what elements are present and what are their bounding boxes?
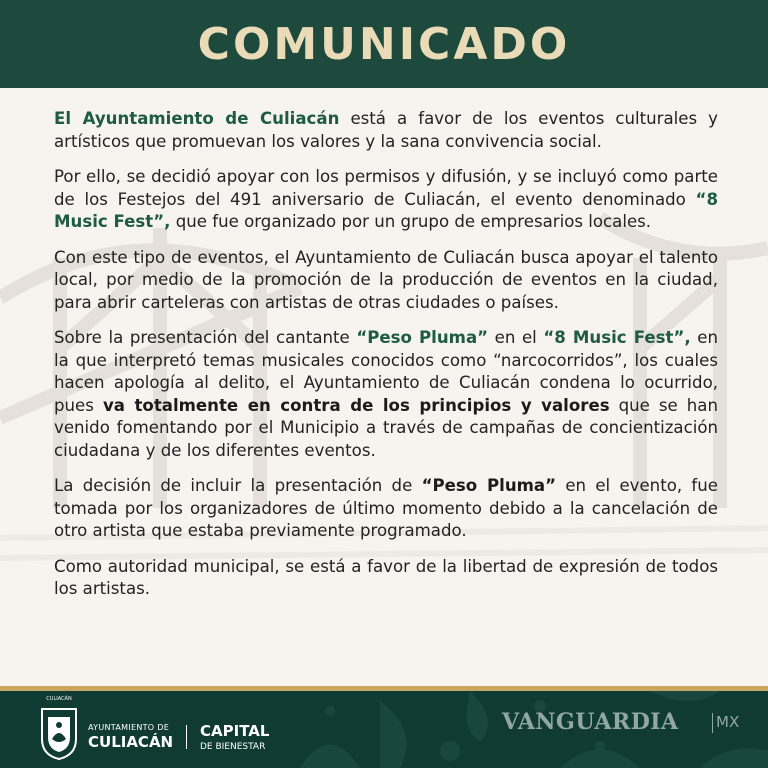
paragraph-2 [54,166,718,234]
paragraph-4 [54,327,718,462]
paragraph-text: Con este tipo de eventos, el Ayuntamiento de Culiacán busca apoyar el talento local, por medio de la promoción de la producción de eventos en la ciudad, para abrir carteleras con artistas de otras ciudades o países. [54,247,718,312]
paragraph-5 [54,475,718,543]
paragraph-3 [54,247,718,315]
header-banner [0,0,768,88]
highlight-event-name: “8 Music Fest”, [54,189,718,231]
ayuntamiento-line-2: CULIACÁN [88,733,174,751]
highlight-event-name: “8 Music Fest”, [543,328,691,347]
bold-artist-name: “Peso Pluma” [421,476,557,495]
statement-body [0,88,768,686]
highlight-ayuntamiento: El Ayuntamiento de Culiacán [54,109,340,128]
page-title: COMUNICADO [197,18,571,70]
paragraph-text: en la que interpretó temas musicales conocidos como “narcocorridos”, los cuales hacen apología al delito, el Ayuntamiento de Culiacán condena lo ocurrido, pues [54,328,718,415]
highlight-artist-name: “Peso Pluma” [356,328,489,347]
paragraph-text: en el evento, fue tomada por los organizadores de último momento debido a la cancelación de otro artista que estaba previamente programado. [54,476,718,540]
paragraph-text: Como autoridad municipal, se está a favor de la libertad de expresión de todos los artistas. [54,556,718,598]
bold-statement: va totalmente en contra de los principios y valores [102,395,610,415]
capital-line-1: CAPITAL [200,722,270,740]
footer-bar [0,691,768,768]
paragraph-6 [54,556,718,601]
paragraph-1 [54,108,718,153]
capital-bienestar-wordmark [200,722,269,752]
paragraph-text: La decisión de incluir la presentación de [54,476,422,495]
crest-label: CULIACÁN [46,696,72,702]
paragraph-text: Por ello, se decidió apoyar con los permisos y difusión, y se incluyó como parte de los Festejos del 491 aniversario de Culiacán, el evento denominado [54,167,718,209]
paragraph-text: que fue organizado por un grupo de empresarios locales. [170,212,652,231]
watermark-separator [712,713,713,733]
municipal-crest-logo [38,699,80,761]
watermark-suffix: MX [716,713,740,731]
paragraph-text: Sobre la presentación del cantante [54,328,357,347]
paragraph-text: en el [488,328,544,347]
vanguardia-watermark: VANGUARDIA [502,709,679,735]
paragraph-text: que se han venido fomentando por el Municipio a través de campañas de concientización ciudadana y de los diferentes eventos. [54,395,718,460]
paragraph-text: está a favor de los eventos culturales y artísticos que promuevan los valores y la sana convivencia social. [54,109,718,151]
ayuntamiento-line-1: AYUNTAMIENTO DE [88,723,170,732]
ayuntamiento-wordmark [88,723,173,751]
logo-separator [186,725,187,749]
capital-line-2: DE BIENESTAR [200,742,266,752]
statement-text [54,108,718,614]
